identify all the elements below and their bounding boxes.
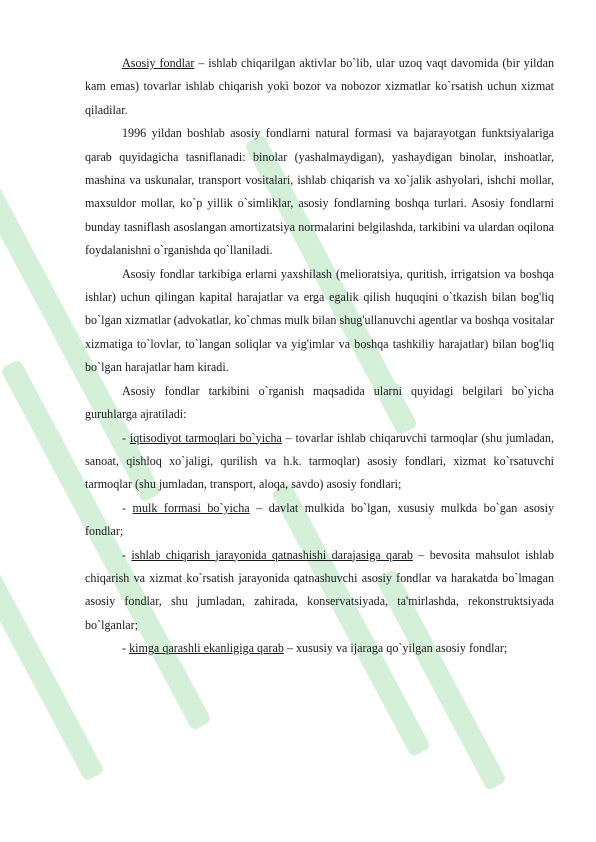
- term-asosiy-fondlar: Asosiy fondlar: [122, 56, 195, 70]
- list-item-term: kimga qarashli ekanligiga qarab: [129, 641, 284, 656]
- paragraph-grouping-intro: Asosiy fondlar tarkibini o`rganish maqsadida ularni quyidagi belgilari bo`yicha guruhlarga ajratiladi:: [85, 383, 554, 422]
- list-item-text: – davlat mulkida bo`lgan, xususiy mulkda bo`gan asosiy fondlar;: [85, 500, 554, 539]
- list-item-term: ishlab chiqarish jarayonida qatnashishi darajasiga qarab: [131, 547, 413, 562]
- paragraph-composition: Asosiy fondlar tarkibiga erlarni yaxshilash (melioratsiya, quritish, irrigatsion va boshqa ishlar) uchun qilingan kapital harajatlar va erga egalik qilish huquqini o`tkazish bilan bog'liq bo`lgan xizmatlar (advokatlar, ko`chmas mulk bilan shug'ullanuvchi agentlar va boshqa vositalar xizmatiga to`lovlar, to`langan soliqlar va yig'imlar va boshqa tashkiliy harajatlar) bilan bog'liq bo`lgan harajatlar ham kiradi.: [85, 266, 554, 375]
- list-item-text: – xususiy va ijaraga qo`yilgan asosiy fondlar;: [283, 641, 508, 656]
- paragraph-definition: [85, 52, 554, 122]
- list-item-text: – bevosita mahsulot ishlab chiqarish va xizmat ko`rsatish jarayonida qatnashuvchi asosiy fondlar va harakatda bo`lmagan asosiy fondlar, shu jumladan, zahirada, konservatsiyada, ta'mirlashda, rekonstruktsiyada bo`lganlar;: [85, 547, 554, 632]
- definition-text: – ishlab chiqarilgan aktivlar bo`lib, ular uzoq vaqt davomida (bir yildan kam emas) tovarlar ishlab chiqarish yoki bozor va nobozor xizmatlar ko`rsatish uchun xizmat qiladilar.: [85, 56, 554, 117]
- list-item-by-belonging: [85, 637, 554, 660]
- list-item-term: mulk formasi bo`yicha: [132, 500, 250, 515]
- paragraph-classification: 1996 yildan boshlab asosiy fondlarni natural formasi va bajarayotgan funktsiyalariga qarab quyidagicha tasniflanadi: binolar (yashalmaydigan), yashaydigan binolar, inshoatlar, mashina va uskunalar, transport vositalari, ishlab chiqarish va xo`jalik ashyolari, ishchi mollar, maxsuldor mollar, ko`p yillik o`simliklar, asosiy fondlarning boshqa turlari. Asosiy fondlarni bunday tasniflash asoslangan amortizatsiya normalarini belgilashda, tarkibini va ulardan oqilona foydalanishni o`rganishda qo`llaniladi.: [85, 126, 554, 258]
- list-item-by-participation: [85, 544, 554, 638]
- list-item-by-sector: [85, 427, 554, 497]
- list-dash: -: [122, 500, 133, 515]
- list-item-term: iqtisodiyot tarmoqlari bo`yicha: [129, 430, 282, 445]
- list-dash: -: [122, 641, 130, 656]
- list-item-by-ownership: [85, 497, 554, 544]
- document-body: [85, 52, 554, 661]
- list-dash: -: [122, 430, 130, 445]
- list-item-text: – tovarlar ishlab chiqaruvchi tarmoqlar (shu jumladan, sanoat, qishloq xo`jaligi, qurilish va h.k. tarmoqlar) asosiy fondlari, xizmat ko`rsatuvchi tarmoqlar (shu jumladan, transport, aloqa, savdo) asosiy fondlari;: [85, 430, 554, 492]
- list-dash: -: [122, 547, 132, 562]
